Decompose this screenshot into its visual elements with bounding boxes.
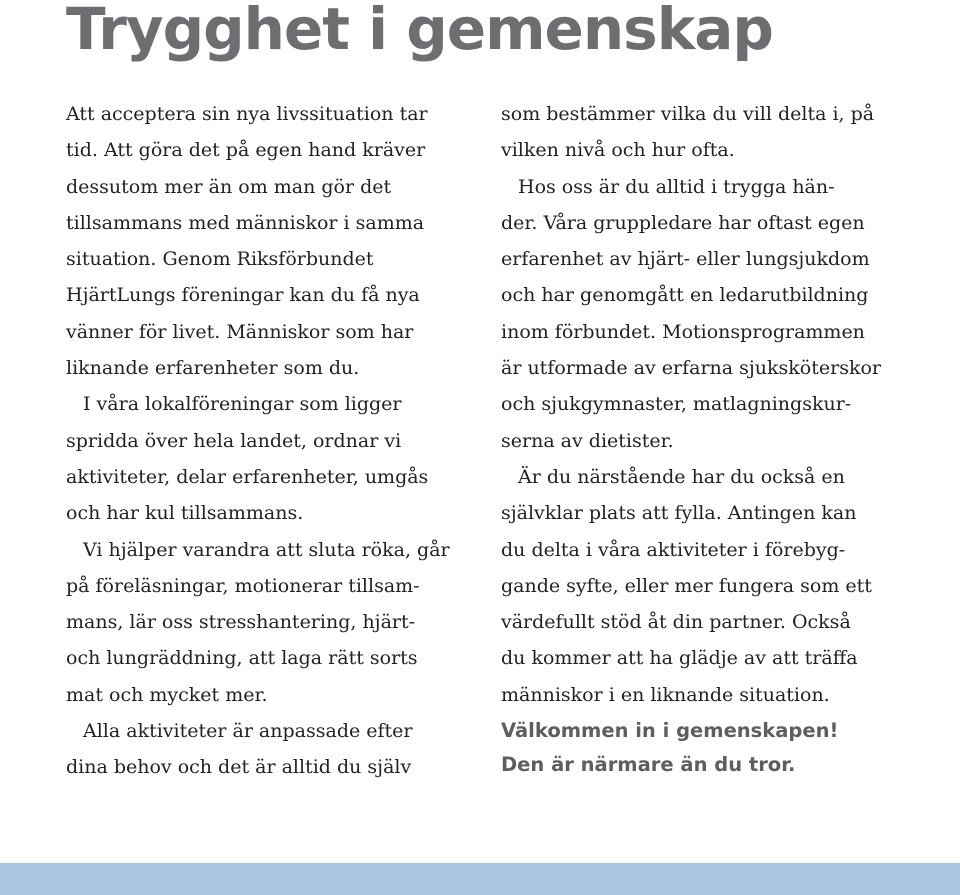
text-line: du delta i våra aktiviteter i förebyg- bbox=[501, 538, 846, 561]
text-line: gande syfte, eller mer fungera som ett bbox=[501, 574, 872, 597]
closing-message bbox=[501, 714, 838, 782]
text-line: Alla aktiviteter är anpassade efter bbox=[83, 720, 413, 743]
text-line: och sjukgymnaster, matlagningskur- bbox=[501, 393, 852, 416]
text-line: vilken nivå och hur ofta. bbox=[501, 139, 735, 162]
footer-color-band bbox=[0, 863, 960, 895]
text-line: dina behov och det är alltid du själv bbox=[66, 756, 412, 779]
text-line: Hos oss är du alltid i trygga hän- bbox=[518, 175, 835, 198]
text-line: I våra lokalföreningar som ligger bbox=[83, 393, 402, 416]
text-line: erfarenhet av hjärt- eller lungsjukdom bbox=[501, 248, 870, 271]
text-line: Vi hjälper varandra att sluta röka, går bbox=[83, 538, 450, 561]
text-line: som bestämmer vilka du vill delta i, på bbox=[501, 103, 875, 125]
text-line: och lungräddning, att laga rätt sorts bbox=[66, 647, 418, 670]
text-line: är utformade av erfarna sjuksköterskor bbox=[501, 357, 881, 380]
text-line: liknande erfarenheter som du. bbox=[66, 357, 360, 380]
text-line: vänner för livet. Människor som har bbox=[66, 320, 414, 343]
closing-tagline: Den är närmare än du tror. bbox=[501, 753, 796, 776]
text-line: der. Våra gruppledare har oftast egen bbox=[501, 211, 865, 234]
text-line: Är du närstående har du också en bbox=[518, 465, 845, 488]
text-line: du kommer att ha glädje av att träffa bbox=[501, 647, 858, 670]
text-line: situation. Genom Riksförbundet bbox=[66, 248, 374, 271]
text-line: Att acceptera sin nya livssituation tar bbox=[66, 103, 428, 125]
text-line: spridda över hela landet, ordnar vi bbox=[66, 429, 402, 452]
left-text-column bbox=[66, 96, 486, 786]
text-line: mat och mycket mer. bbox=[66, 683, 268, 706]
text-line: och har kul tillsammans. bbox=[66, 502, 304, 525]
text-line: serna av dietister. bbox=[501, 429, 674, 452]
right-text-column bbox=[501, 96, 931, 713]
text-line: aktiviteter, delar erfarenheter, umgås bbox=[66, 465, 429, 488]
text-line: tid. Att göra det på egen hand kräver bbox=[66, 139, 426, 162]
text-line: tillsammans med människor i samma bbox=[66, 211, 425, 234]
text-line: inom förbundet. Motionsprogrammen bbox=[501, 320, 865, 343]
text-line: dessutom mer än om man gör det bbox=[66, 175, 392, 198]
text-line: HjärtLungs föreningar kan du få nya bbox=[66, 284, 420, 307]
text-line: och har genomgått en ledarutbildning bbox=[501, 284, 869, 307]
closing-welcome-line: Välkommen in i gemenskapen! bbox=[501, 719, 839, 742]
text-line: självklar plats att fylla. Antingen kan bbox=[501, 502, 857, 525]
text-line: värdefullt stöd åt din partner. Också bbox=[501, 611, 851, 634]
text-line: på föreläsningar, motionerar tillsam- bbox=[66, 574, 420, 597]
page-title: Trygghet i gemenskap bbox=[66, 0, 773, 63]
text-line: mans, lär oss stresshantering, hjärt- bbox=[66, 611, 416, 634]
text-line: människor i en liknande situation. bbox=[501, 683, 830, 706]
